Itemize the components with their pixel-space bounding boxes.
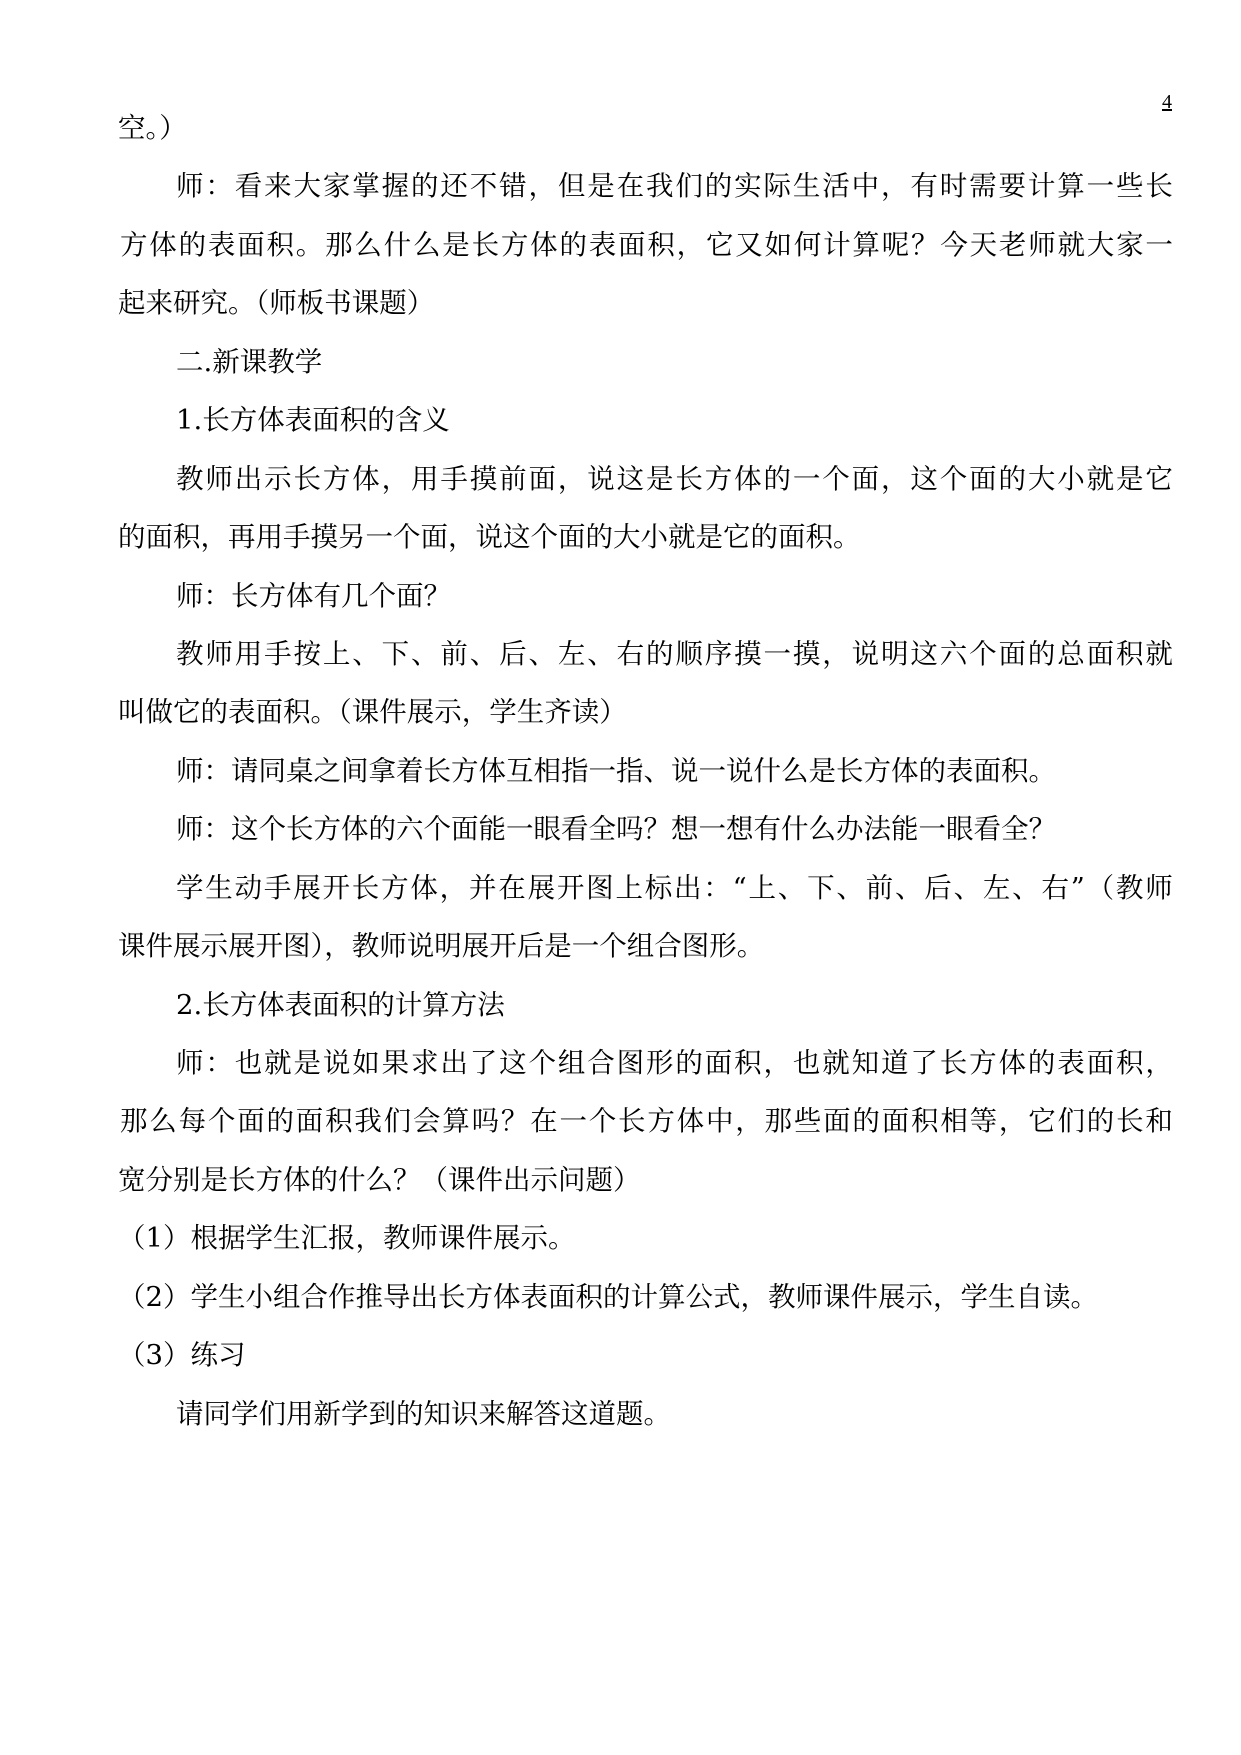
text-line: 师 ： 看 来 大 家 掌 握 的 还 不 错 ， 但 是 在 我 们 的 实 际 生 活 中 ， 有 时 需 要 计 算 一 些 长 — [176, 170, 1173, 202]
section-heading: 二.新课教学 — [176, 346, 323, 378]
text-line: 叫做它的表面积。（课件展示，学生齐读） — [118, 696, 627, 728]
text-line: 方 体 的 表 面 积 。 那 么 什 么 是 长 方 体 的 表 面 积 ， 它 又 如 何 计 算 呢 ？ 今 天 老 师 就 大 家 一 — [120, 229, 1173, 261]
text-line: 教 师 出 示 长 方 体 ， 用 手 摸 前 面 ， 说 这 是 长 方 体 的 一 个 面 ， 这 个 面 的 大 小 就 是 它 — [176, 463, 1173, 495]
text-line: 师：长方体有几个面？ — [176, 580, 451, 612]
text-line: 师：这个长方体的六个面能一眼看全吗？想一想有什么办法能一眼看全？ — [176, 813, 1056, 845]
text-line: 学 生 动 手 展 开 长 方 体 ， 并 在 展 开 图 上 标 出 ： “ 上 、 下 、 前 、 后 、 左 、 右 ” （ 教 师 — [176, 872, 1173, 904]
subsection-heading: 1.长方体表面积的含义 — [176, 404, 450, 436]
list-item: （2）学生小组合作推导出长方体表面积的计算公式，教师课件展示，学生自读。 — [118, 1281, 1098, 1313]
text-line: 课件展示展开图），教师说明展开后是一个组合图形。 — [118, 930, 765, 962]
text-line: 的面积，再用手摸另一个面，说这个面的大小就是它的面积。 — [118, 521, 861, 553]
text-line: 师：请同桌之间拿着长方体互相指一指、说一说什么是长方体的表面积。 — [176, 755, 1056, 787]
text-line: 教 师 用 手 按 上 、 下 、 前 、 后 、 左 、 右 的 顺 序 摸 一 摸 ， 说 明 这 六 个 面 的 总 面 积 就 — [176, 638, 1173, 670]
subsection-heading: 2.长方体表面积的计算方法 — [176, 989, 505, 1021]
text-line: 请同学们用新学到的知识来解答这道题。 — [176, 1398, 671, 1430]
text-line: 空。） — [118, 112, 187, 144]
list-item: （3）练习 — [118, 1339, 246, 1371]
text-line: 宽分别是长方体的什么？（课件出示问题） — [118, 1164, 641, 1196]
page-number: 4 — [1162, 91, 1172, 113]
list-item: （1）根据学生汇报，教师课件展示。 — [118, 1222, 576, 1254]
text-line: 起来研究。（师板书课题） — [118, 287, 435, 319]
text-line: 师 ： 也 就 是 说 如 果 求 出 了 这 个 组 合 图 形 的 面 积 ， 也 就 知 道 了 长 方 体 的 表 面 积 ， — [176, 1047, 1173, 1079]
text-line: 那 么 每 个 面 的 面 积 我 们 会 算 吗 ？ 在 一 个 长 方 体 中 ， 那 些 面 的 面 积 相 等 ， 它 们 的 长 和 — [120, 1105, 1173, 1137]
